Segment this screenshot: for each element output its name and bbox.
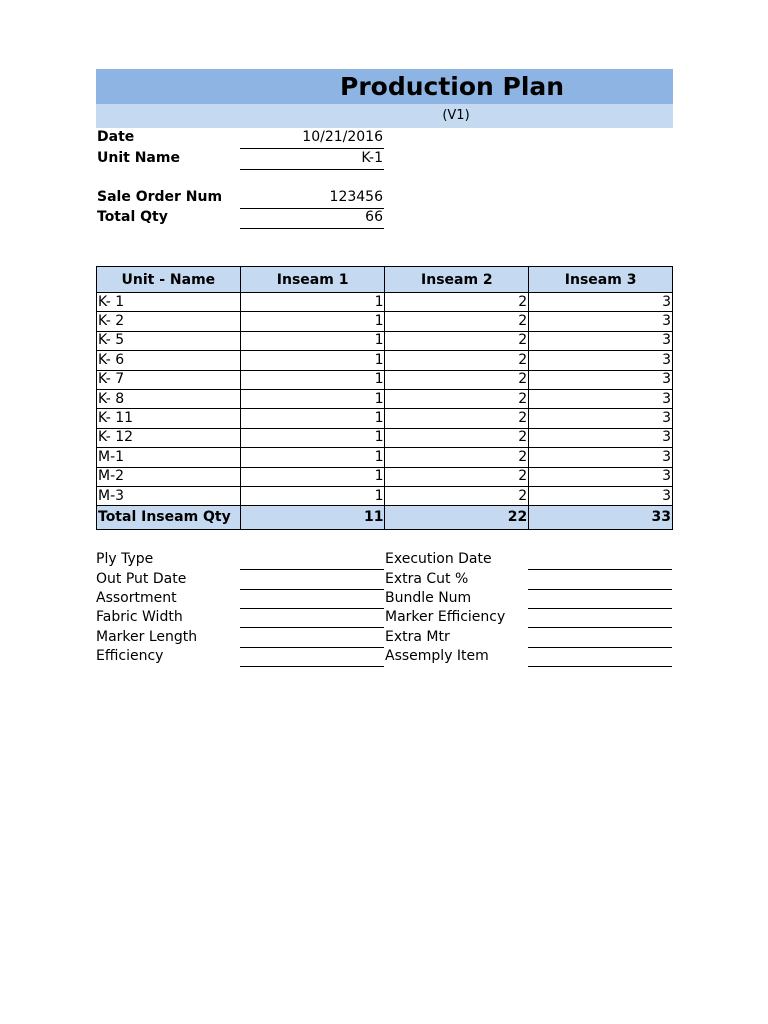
right-field-label: Extra Cut % xyxy=(385,571,469,587)
inseam-3-cell[interactable]: 3 xyxy=(529,331,673,350)
left-field-label: Fabric Width xyxy=(96,609,183,625)
unit-name-cell[interactable]: K- 1 xyxy=(97,293,241,312)
total-inseam-1-cell: 11 xyxy=(240,506,385,530)
right-field-input-line[interactable] xyxy=(528,647,672,648)
unit-name-label: Unit Name xyxy=(97,150,180,166)
inseam-2-cell[interactable]: 2 xyxy=(385,467,529,486)
unit-name-value[interactable]: K-1 xyxy=(240,150,384,170)
inseam-2-cell[interactable]: 2 xyxy=(385,389,529,408)
table-row xyxy=(97,331,673,350)
table-row xyxy=(97,312,673,331)
table-row xyxy=(97,370,673,389)
total-inseam-3-cell: 33 xyxy=(529,506,673,530)
left-field-label: Marker Length xyxy=(96,629,198,645)
left-field-label: Out Put Date xyxy=(96,571,187,587)
inseam-2-cell[interactable]: 2 xyxy=(385,448,529,467)
inseam-2-cell[interactable]: 2 xyxy=(385,409,529,428)
left-field-label: Assortment xyxy=(96,590,177,606)
date-label: Date xyxy=(97,129,135,145)
left-field-input-line[interactable] xyxy=(240,666,384,667)
left-field-input-line[interactable] xyxy=(240,608,384,609)
unit-name-cell[interactable]: K- 5 xyxy=(97,331,241,350)
table-row xyxy=(97,448,673,467)
table-row xyxy=(97,428,673,447)
total-qty-value[interactable]: 66 xyxy=(240,209,384,229)
right-field-label: Marker Efficiency xyxy=(385,609,506,625)
inseam-3-cell[interactable]: 3 xyxy=(529,312,673,331)
table-row xyxy=(97,351,673,370)
column-header-inseam-1: Inseam 1 xyxy=(240,267,385,293)
table-header-row xyxy=(97,267,673,293)
left-field-label: Ply Type xyxy=(96,551,154,567)
page-title: Production Plan xyxy=(340,72,565,101)
left-field-input-line[interactable] xyxy=(240,589,384,590)
inseam-3-cell[interactable]: 3 xyxy=(529,486,673,505)
right-field-input-line[interactable] xyxy=(528,589,672,590)
inseam-3-cell[interactable]: 3 xyxy=(529,409,673,428)
inseam-1-cell[interactable]: 1 xyxy=(240,370,385,389)
inseam-3-cell[interactable]: 3 xyxy=(529,448,673,467)
inseam-3-cell[interactable]: 3 xyxy=(529,370,673,389)
unit-name-cell[interactable]: K- 12 xyxy=(97,428,241,447)
total-inseam-2-cell: 22 xyxy=(385,506,529,530)
inseam-1-cell[interactable]: 1 xyxy=(240,409,385,428)
inseam-1-cell[interactable]: 1 xyxy=(240,448,385,467)
column-header-inseam-2: Inseam 2 xyxy=(385,267,529,293)
total-row xyxy=(97,506,673,530)
right-field-label: Extra Mtr xyxy=(385,629,450,645)
inseam-2-cell[interactable]: 2 xyxy=(385,331,529,350)
unit-name-cell[interactable]: M-2 xyxy=(97,467,241,486)
inseam-1-cell[interactable]: 1 xyxy=(240,428,385,447)
unit-name-cell[interactable]: M-1 xyxy=(97,448,241,467)
inseam-2-cell[interactable]: 2 xyxy=(385,486,529,505)
unit-name-cell[interactable]: K- 7 xyxy=(97,370,241,389)
inseam-1-cell[interactable]: 1 xyxy=(240,467,385,486)
table-row xyxy=(97,293,673,312)
inseam-3-cell[interactable]: 3 xyxy=(529,428,673,447)
total-label-cell: Total Inseam Qty xyxy=(97,506,241,530)
table-row xyxy=(97,467,673,486)
sale-order-value[interactable]: 123456 xyxy=(240,189,384,209)
unit-name-cell[interactable]: M-3 xyxy=(97,486,241,505)
inseam-3-cell[interactable]: 3 xyxy=(529,389,673,408)
inseam-1-cell[interactable]: 1 xyxy=(240,331,385,350)
table-body xyxy=(97,293,673,530)
inseam-1-cell[interactable]: 1 xyxy=(240,312,385,331)
inseam-1-cell[interactable]: 1 xyxy=(240,486,385,505)
inseam-3-cell[interactable]: 3 xyxy=(529,293,673,312)
table-row xyxy=(97,389,673,408)
left-field-input-line[interactable] xyxy=(240,647,384,648)
left-field-input-line[interactable] xyxy=(240,569,384,570)
unit-name-cell[interactable]: K- 6 xyxy=(97,351,241,370)
inseam-1-cell[interactable]: 1 xyxy=(240,389,385,408)
right-field-input-line[interactable] xyxy=(528,627,672,628)
unit-name-cell[interactable]: K- 2 xyxy=(97,312,241,331)
inseam-2-cell[interactable]: 2 xyxy=(385,370,529,389)
inseam-3-cell[interactable]: 3 xyxy=(529,351,673,370)
right-field-label: Bundle Num xyxy=(385,590,472,606)
left-field-input-line[interactable] xyxy=(240,627,384,628)
left-field-label: Efficiency xyxy=(96,648,164,664)
sale-order-label: Sale Order Num xyxy=(97,189,223,205)
inseam-table xyxy=(96,266,673,530)
date-value[interactable]: 10/21/2016 xyxy=(240,129,384,149)
unit-name-cell[interactable]: K- 11 xyxy=(97,409,241,428)
version-label: (V1) xyxy=(442,108,470,123)
right-field-label: Execution Date xyxy=(385,551,492,567)
table-row xyxy=(97,486,673,505)
column-header-unit-name: Unit - Name xyxy=(97,267,241,293)
right-field-input-line[interactable] xyxy=(528,666,672,667)
right-field-label: Assemply Item xyxy=(385,648,489,664)
inseam-2-cell[interactable]: 2 xyxy=(385,312,529,331)
inseam-3-cell[interactable]: 3 xyxy=(529,467,673,486)
inseam-2-cell[interactable]: 2 xyxy=(385,428,529,447)
inseam-1-cell[interactable]: 1 xyxy=(240,293,385,312)
right-field-input-line[interactable] xyxy=(528,569,672,570)
total-qty-label: Total Qty xyxy=(97,209,168,225)
right-field-input-line[interactable] xyxy=(528,608,672,609)
column-header-inseam-3: Inseam 3 xyxy=(529,267,673,293)
inseam-1-cell[interactable]: 1 xyxy=(240,351,385,370)
table-row xyxy=(97,409,673,428)
inseam-2-cell[interactable]: 2 xyxy=(385,293,529,312)
unit-name-cell[interactable]: K- 8 xyxy=(97,389,241,408)
inseam-2-cell[interactable]: 2 xyxy=(385,351,529,370)
